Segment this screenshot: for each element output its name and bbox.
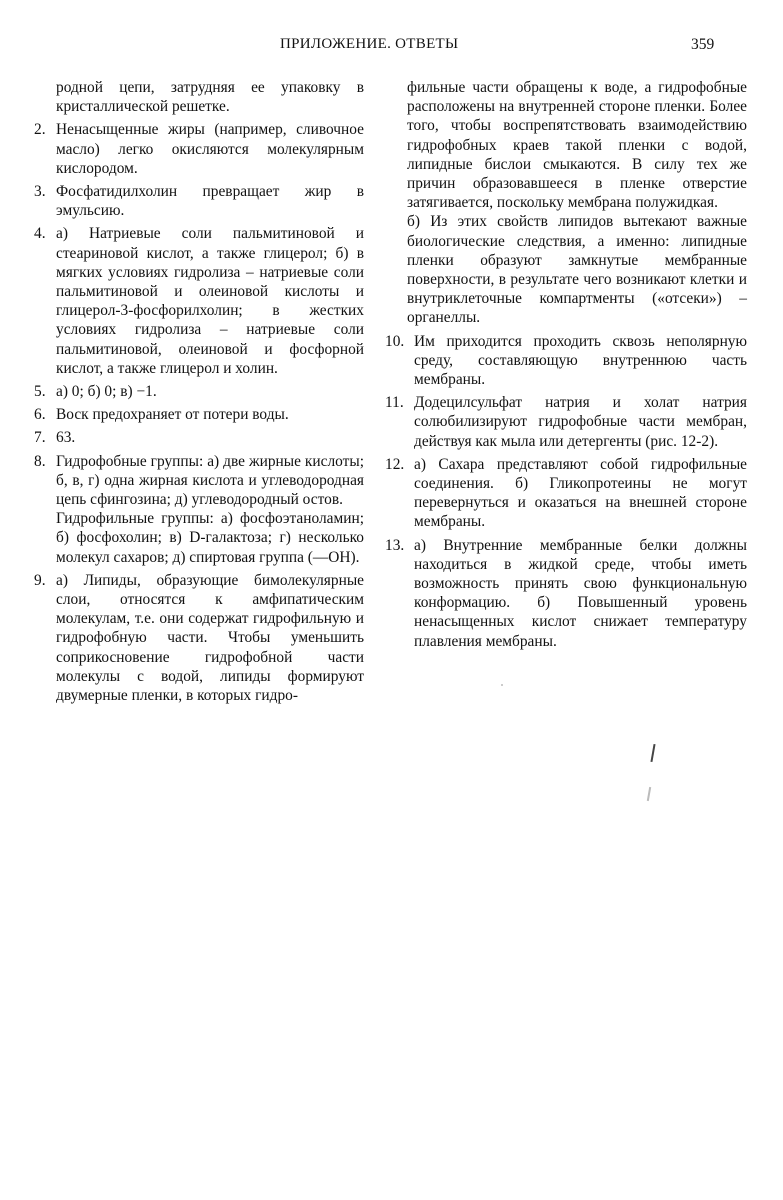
item-number: 10. bbox=[385, 332, 405, 350]
item-number: 8. bbox=[34, 452, 46, 470]
item-number: 9. bbox=[34, 571, 46, 589]
answer-item-13 bbox=[385, 536, 747, 651]
page-header bbox=[0, 32, 783, 58]
item-number: 4. bbox=[34, 225, 46, 243]
item-text: 63. bbox=[56, 429, 76, 447]
continuation-paragraph bbox=[385, 78, 747, 328]
item-number: 12. bbox=[385, 455, 405, 473]
answer-item-9 bbox=[34, 571, 364, 705]
answer-item-12 bbox=[385, 455, 747, 532]
answer-item-2 bbox=[34, 120, 364, 178]
answer-item-5 bbox=[34, 382, 364, 401]
right-column bbox=[385, 78, 747, 655]
answer-item-8 bbox=[34, 452, 364, 567]
answer-item-3 bbox=[34, 182, 364, 220]
item-text: а) Внутренние мембранные белки должны находиться в жидкой среде, чтобы иметь возможность принять свою функциональную конформацию. б) Повышенный уровень ненасыщенных кислот снижает температуру плавления мембраны. bbox=[414, 536, 747, 650]
page-number: 359 bbox=[691, 36, 715, 53]
answer-item-7 bbox=[34, 428, 364, 447]
item-number: 2. bbox=[34, 121, 46, 139]
item-number: 11. bbox=[385, 394, 404, 412]
item-text: а) Липиды, образующие бимолекулярные слои, относятся к амфипатическим молекулам, т.е. они содержат гидрофильную и гидрофобную части. Чтобы уменьшить соприкосновение гидрофобной части молекулы с водой, липиды формируют двумерные пленки, в которых гидро- bbox=[56, 571, 364, 705]
item-text: Фосфатидилхолин превращает жир в эмульсию. bbox=[56, 183, 364, 220]
item-number: 6. bbox=[34, 406, 46, 424]
item-text: а) Натриевые соли пальмитиновой и стеариновой кислот, а также глицерол; б) в мягких условиях гидролиза – натриевые соли пальмитиновой и олеиновой кислоты и глицерол-3-фосфорилхолин; в жестких условиях гидролиза – натриевые соли пальмитиновой, олеиновой и фосфорной кислот, а также глицерол и холин. bbox=[56, 225, 364, 377]
item-number: 13. bbox=[385, 536, 405, 554]
paragraph-text: б) Из этих свойств липидов вытекают важные биологические следствия, а именно: липидные пленки образуют замкнутые мембранные поверхности, в результате чего возникают клетки и внутриклеточные компартменты («отсеки») – органеллы. bbox=[407, 213, 747, 327]
item-text: Воск предохраняет от потери воды. bbox=[56, 406, 289, 424]
paragraph-text: фильные части обращены к воде, а гидрофобные расположены на внутренней стороне пленки. Более того, чтобы воспрепятствовать взаимодействию гидрофобных краев такой пленки с водой, липидные бислои смыкаются. В силу тех же причин образовавшееся в пленке отверстие затягивается, поскольку мембрана полужидкая. bbox=[407, 79, 747, 212]
pencil-mark bbox=[650, 744, 655, 762]
answer-item-4 bbox=[34, 224, 364, 378]
paragraph-text: родной цепи, затрудняя ее упаковку в кристаллической решетке. bbox=[56, 79, 364, 116]
continuation-paragraph bbox=[34, 78, 364, 116]
item-text: Им приходится проходить сквозь неполярную среду, составляющую внутреннюю часть мембраны. bbox=[414, 332, 747, 389]
pencil-mark-faint bbox=[647, 787, 651, 801]
item-text: Ненасыщенные жиры (например, сливочное масло) легко окисляются молекулярным кислородом. bbox=[56, 121, 364, 177]
item-text: а) Сахара представляют собой гидрофильные соединения. б) Гликопротеины не могут перевернуться и оказаться на внешней стороне мембраны. bbox=[414, 455, 747, 531]
item-number: 7. bbox=[34, 429, 46, 447]
answer-item-10 bbox=[385, 332, 747, 390]
answer-item-11 bbox=[385, 393, 747, 451]
running-title: ПРИЛОЖЕНИЕ. ОТВЕТЫ bbox=[280, 36, 459, 52]
item-text: Додецилсульфат натрия и холат натрия солюбилизируют гидрофобные части мембран, действуя как мыла или детергенты (рис. 12-2). bbox=[414, 394, 747, 450]
item-number: 3. bbox=[34, 183, 46, 201]
item-number: 5. bbox=[34, 383, 46, 401]
item-text: а) 0; б) 0; в) −1. bbox=[56, 383, 157, 401]
answer-item-6 bbox=[34, 405, 364, 424]
item-text: Гидрофобные группы: а) две жирные кислоты; б, в, г) одна жирная кислота и углеводородная цепь сфингозина; д) углеводородный остов. bbox=[56, 452, 364, 509]
scan-speck bbox=[501, 684, 503, 686]
left-column bbox=[34, 78, 364, 709]
item-subparagraph: Гидрофильные группы: а) фосфоэтаноламин; б) фосфохолин; в) D-галактоза; г) несколько молекул сахаров; д) спиртовая группа (—OH). bbox=[56, 510, 364, 566]
